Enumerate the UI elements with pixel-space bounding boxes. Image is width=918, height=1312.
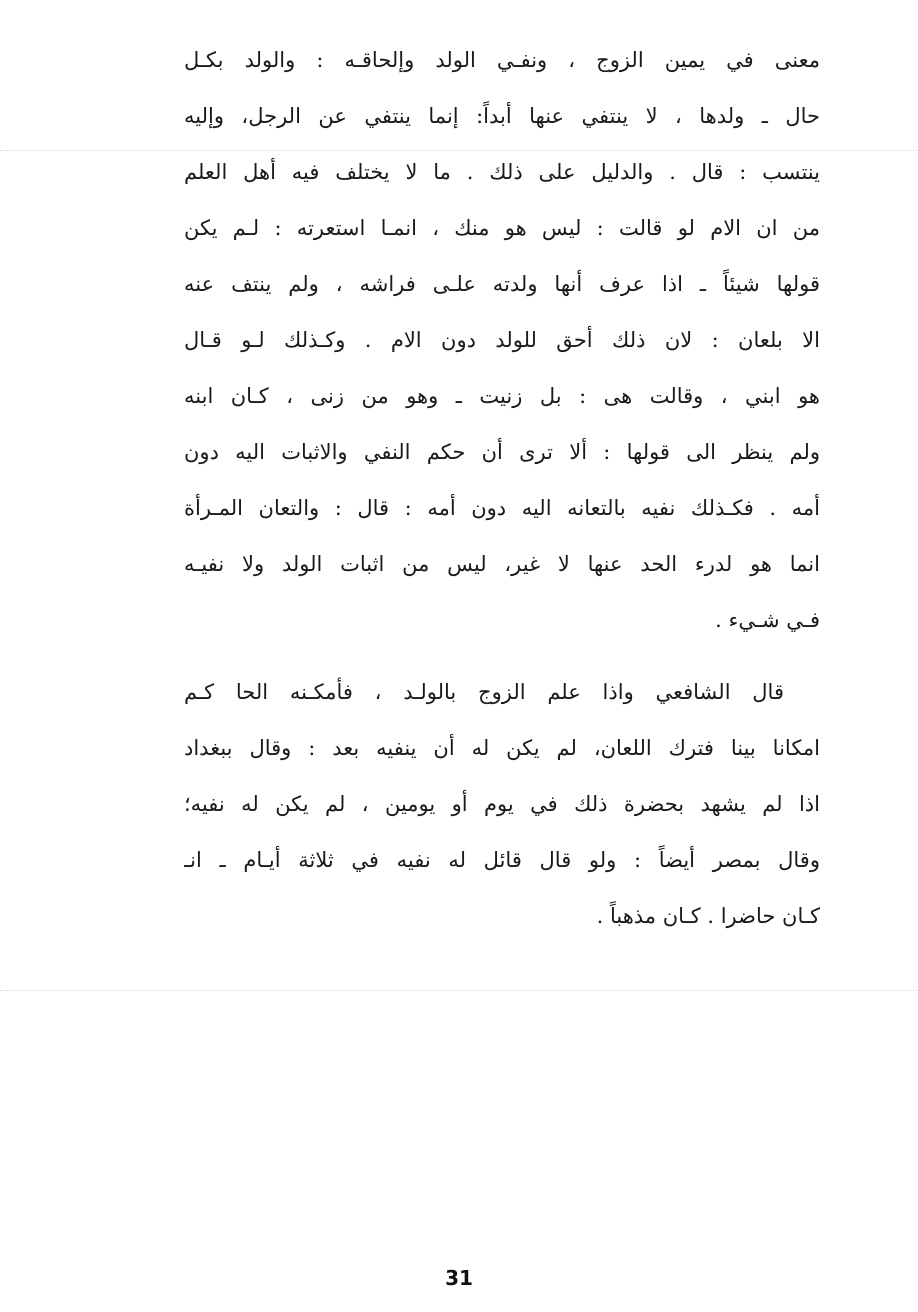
paragraph-2 xyxy=(184,664,820,944)
text-line: كـان حاضرا . كـان مذهباً . xyxy=(596,904,820,928)
text-line: وقال بمصر أيضاً : ولو قال قائل له نفيه في ثلاثة أيـام ـ انـ xyxy=(184,848,820,872)
text-line: أمه . فكـذلك نفيه بالتعانه اليه دون أمه : قال : والتعان المـرأة xyxy=(184,496,820,520)
text-line: ولم ينظر الى قولها : ألا ترى أن حكم النفي والاثبات اليه دون xyxy=(184,440,820,464)
text-line: انما هو لدرء الحد عنها لا غير، ليس من اثبات الولد ولا نفيـه xyxy=(184,552,820,576)
text-line: من ان الام لو قالت : ليس هو منك ، انمـا استعرته : لـم يكن xyxy=(184,216,820,240)
text-line: اذا لم يشهد بحضرة ذلك في يوم أو يومين ، لم يكن له نفيه؛ xyxy=(184,792,820,816)
text-line: فـي شـيء . xyxy=(715,608,820,632)
text-line: ينتسب : قال . والدليل على ذلك . ما لا يختلف فيه أهل العلم xyxy=(184,160,820,184)
text-line: هو ابني ، وقالت هى : بل زنيت ـ وهو من زنى ، كـان ابنه xyxy=(184,384,820,408)
text-line: معنى في يمين الزوج ، ونفـي الولد وإلحاقـه : والولد بكـل xyxy=(184,48,820,72)
paragraph-1 xyxy=(184,32,820,648)
page-number: 31 xyxy=(445,1266,473,1290)
text-line: الا بلعان : لان ذلك أحق للولد دون الام . وكـذلك لـو قـال xyxy=(184,328,820,352)
text-line: قال الشافعي واذا علم الزوج بالولـد ، فأمكـنه الحا كـم xyxy=(184,680,784,704)
text-line: حال ـ ولدها ، لا ينتفي عنها أبداً: إنما ينتفي عن الرجل، وإليه xyxy=(184,104,820,128)
text-line: قولها شيئاً ـ اذا عرف أنها ولدته علـى فراشه ، ولم ينتف عنه xyxy=(184,272,820,296)
text-line: امكانا بينا فترك اللعان، لم يكن له أن ينفيه بعد : وقال ببغداد xyxy=(184,736,820,760)
scan-artifact-line xyxy=(0,990,918,991)
